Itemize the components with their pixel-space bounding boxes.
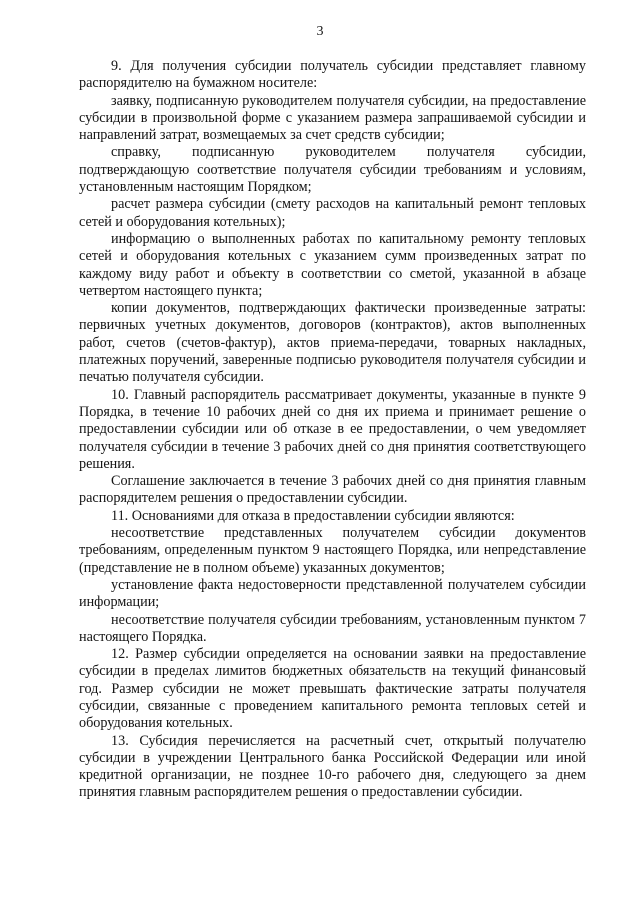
paragraph-application: заявку, подписанную руководителем получателя субсидии, на предоставление субсидии в произвольной форме с указанием размера запрашиваемой субсидии и направлений затрат, возмещаемых за счет средств субсидии; bbox=[79, 92, 586, 144]
page-number: 3 bbox=[316, 24, 324, 39]
paragraph-refusal-requirements: несоответствие получателя субсидии требованиям, установленным пунктом 7 настоящего Порядка. bbox=[79, 611, 586, 645]
paragraph-refusal-false-info: установление факта недостоверности представленной получателем субсидии информации; bbox=[79, 576, 586, 611]
paragraph-work-info: информацию о выполненных работах по капитальному ремонту тепловых сетей и оборудования котельных с указанием сумм произведенных затрат по каждому виду работ и объекту в соответствии со сметой, указанной в абзаце четвертом настоящего пункта; bbox=[79, 230, 586, 299]
paragraph-12: 12. Размер субсидии определяется на основании заявки на предоставление субсидии в пределах лимитов бюджетных обязательств на текущий финансовый год. Размер субсидии не может превышать фактические затраты получателя субсидии, связанные с проведением капитального ремонта тепловых сетей и оборудования котельных. bbox=[79, 646, 586, 732]
paragraph-certificate: справку, подписанную руководителем получателя субсидии, подтверждающую соответствие получателя субсидии требованиям и условиям, установленным настоящим Порядком; bbox=[79, 144, 586, 196]
paragraph-document-copies: копии документов, подтверждающих фактически произведенные затраты: первичных учетных документов, договоров (контрактов), актов выполненных работ, счетов (счетов-фактур), актов приема-передачи, товарных накладных, платежных поручений, заверенные подписью руководителя получателя субсидии и печатью получателя субсидии. bbox=[79, 300, 586, 386]
paragraph-13: 13. Субсидия перечисляется на расчетный счет, открытый получателю субсидии в учреждении Центрального банка Российской Федерации или иной кредитной организации, не позднее 10-го рабочего дня, следующего за днем принятия главным распорядителем решения о предоставлении субсидии. bbox=[79, 732, 586, 801]
paragraph-9-intro: 9. Для получения субсидии получатель субсидии представляет главному распорядителю на бумажном носителе: bbox=[79, 58, 586, 92]
paragraph-10: 10. Главный распорядитель рассматривает документы, указанные в пункте 9 Порядка, в течение 10 рабочих дней со дня их приема и принимает решение о предоставлении субсидии или об отказе в ее предоставлении, о чем уведомляет получателя субсидии в течение 3 рабочих дней со дня принятия соответствующего решения. bbox=[79, 386, 586, 472]
paragraph-calculation: расчет размера субсидии (смету расходов на капитальный ремонт тепловых сетей и оборудования котельных); bbox=[79, 196, 586, 230]
paragraph-agreement: Соглашение заключается в течение 3 рабочих дней со дня принятия главным распорядителем решения о предоставлении субсидии. bbox=[79, 473, 586, 507]
document-body bbox=[79, 58, 586, 802]
paragraph-refusal-documents: несоответствие представленных получателем субсидии документов требованиям, определенным пунктом 9 настоящего Порядка, или непредставление (представление не в полном объеме) указанных документов; bbox=[79, 525, 586, 576]
paragraph-11-intro: 11. Основаниями для отказа в предоставлении субсидии являются: bbox=[111, 507, 515, 524]
